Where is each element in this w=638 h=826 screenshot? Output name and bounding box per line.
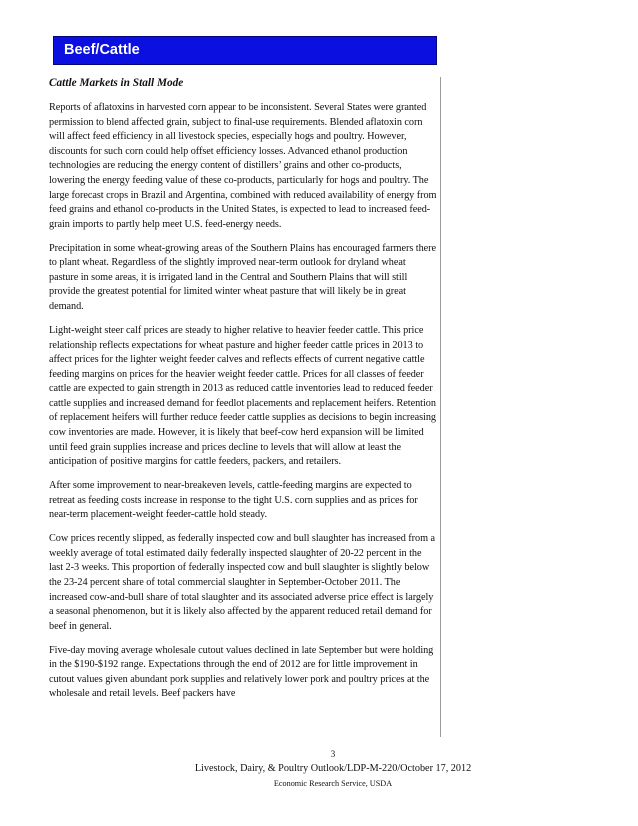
paragraph-cow-prices: Cow prices recently slipped, as federally inspected cow and bull slaughter has increased from a weekly average of total estimated daily federally inspected slaughter of 20-22 percent in the last 2-3 weeks. This proportion of federally inspected cow and bull slaughter is slightly below the 23-24 percent share of total commercial slaughter in September-October 2011. The increased cow-and-bull share of total slaughter and its associated adverse price effect is largely a seasonal phenomenon, but it is likely also affected by the apparent reduced retail demand for beef in general. (49, 533, 436, 632)
paragraph-feeder-cattle-prices: Light-weight steer calf prices are steady to higher relative to heavier feeder cattle. This price relationship reflects expectations for wheat pasture and higher feeder cattle prices in 2013 to affect prices for the lighter weight feeder calves and reflects effects of current negative cattle feeding margins on prices for the heavier weight feeder cattle. Prices for all classes of feeder cattle are expected to gain strength in 2013 as reduced cattle inventories lead to reduced feeder cattle supplies and increased demand for feedlot placements and replacement heifers. Retention of replacement heifers will further reduce feeder cattle supplies as decisions to begin increasing cow inventories are made. However, it is likely that beef-cow herd expansion will be limited until feed grain supplies increase and prices decline to levels that will allow at least the anticipation of positive margins for cattle feeders, packers, and retailers. (49, 324, 437, 468)
column-divider (440, 77, 441, 737)
page-number: 3 (330, 749, 336, 759)
article-body (49, 77, 437, 711)
section-header-banner (53, 36, 437, 65)
section-title: Beef/Cattle (64, 42, 140, 58)
article-title: Cattle Markets in Stall Mode (49, 77, 184, 89)
report-citation: Livestock, Dairy, & Poultry Outlook/LDP-M-220/October 17, 2012 (194, 763, 472, 774)
paragraph-feeding-margins: After some improvement to near-breakeven levels, cattle-feeding margins are expected to retreat as feeding costs increase in response to the tight U.S. corn supplies and as prices for near-term placement-weight feeder-cattle hold steady. (49, 480, 418, 521)
paragraph-cutout-values: Five-day moving average wholesale cutout values declined in late September but were holding in the $190-$192 range. Expectations through the end of 2012 are for little improvement in cutout values given abundant pork supplies and relatively lower pork and poultry prices at the wholesale and retail levels. Beef packers have (49, 644, 434, 700)
organization-name: Economic Research Service, USDA (273, 779, 393, 788)
paragraph-aflatoxin-feed: Reports of aflatoxins in harvested corn appear to be inconsistent. Several States were granted permission to blend affected grain, subject to final-use requirements. Blended aflatoxin corn will affect feed efficiency in all livestock species, especially hogs and poultry. However, discounts for such corn could help offset efficiency losses. Advanced ethanol production technologies are reducing the energy content of distillers’ grains and other co-products, lowering the energy feeding value of these co-products, particularly for hogs and poultry. The large forecast crops in Brazil and Argentina, combined with reduced availability of energy from feed grains and ethanol co-products in the United States, is expected to lead to increased feed-grain imports to partly help meet U.S. feed-energy needs. (49, 102, 437, 230)
paragraph-wheat-pasture: Precipitation in some wheat-growing areas of the Southern Plains has encouraged farmers there to plant wheat. Regardless of the slightly improved near-term outlook for dryland wheat pasture in some areas, it is irrigated land in the Central and Southern Plains that will still provide the greatest potential for limited winter wheat pasture that will likely be in great demand. (49, 242, 437, 313)
